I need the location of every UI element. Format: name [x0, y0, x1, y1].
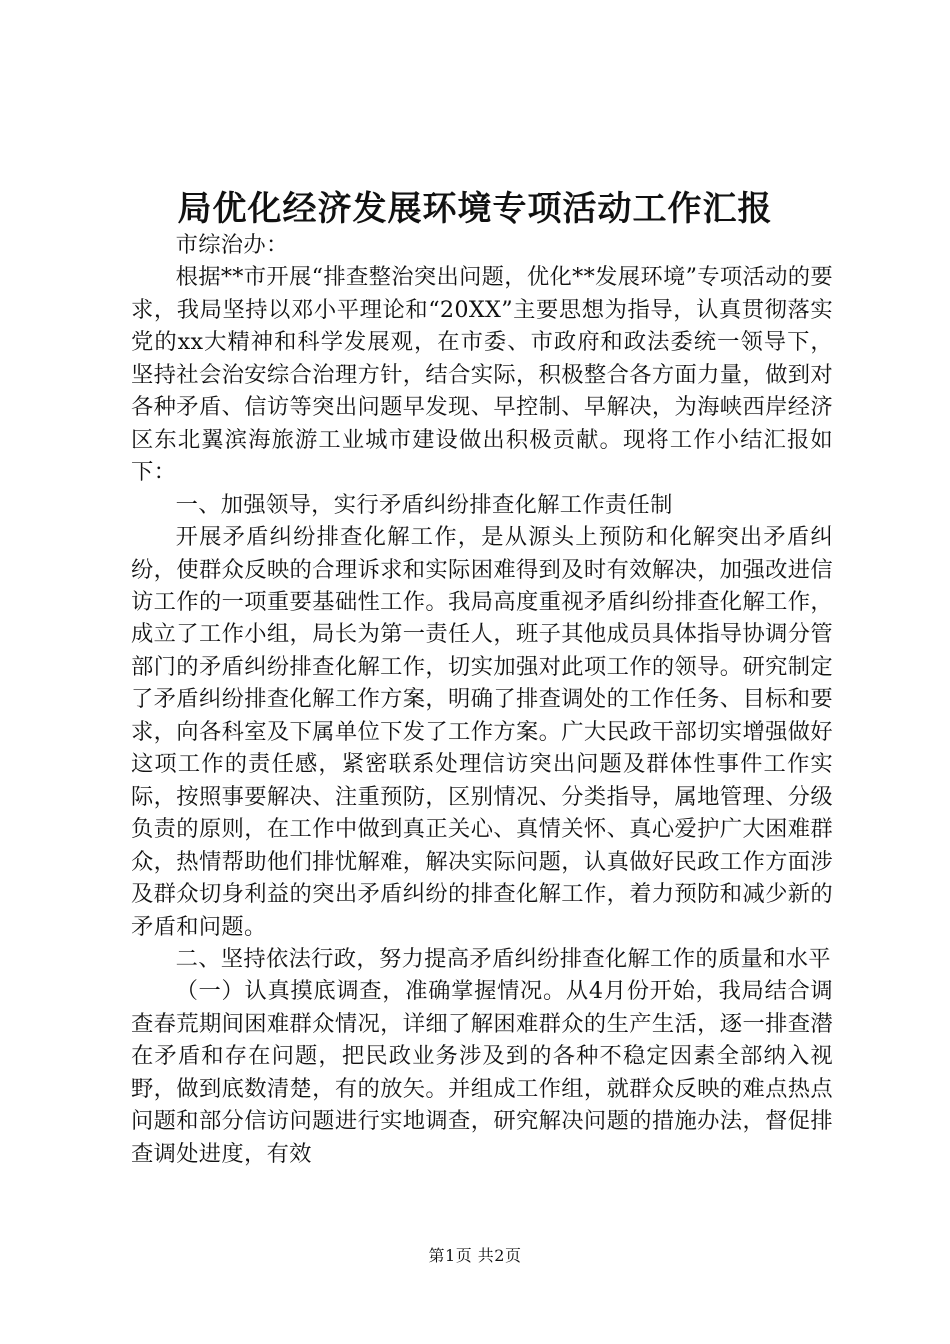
paragraph-intro: 根据**市开展“排查整治突出问题，优化**发展环境”专项活动的要求，我局坚持以邓小平理论和“20XX”主要思想为指导，认真贯彻落实党的xx大精神和科学发展观，在市委、市政府和政法委统一领导下，坚持社会治安综合治理方针，结合实际，积极整合各方面力量，做到对各种矛盾、信访等突出问题早发现、早控制、早解决，为海峡西岸经济区东北翼滨海旅游工业城市建设做出积极贡献。现将工作小结汇报如下： [131, 264, 833, 486]
paragraph-subsection-1: （一）认真摸底调查，准确掌握情况。从4月份开始，我局结合调查春荒期间困难群众情况，详细了解困难群众的生产生活，逐一排查潜在矛盾和存在问题，把民政业务涉及到的各种不稳定因素全部纳入视野，做到底数清楚，有的放矢。并组成工作组，就群众反映的难点热点问题和部分信访问题进行实地调查，研究解决问题的措施办法，督促排查调处进度，有效 [131, 978, 833, 1167]
page-number-footer: 第1页 共2页 [428, 1246, 522, 1265]
salutation: 市综治办： [175, 232, 289, 258]
paragraph-section-1: 开展矛盾纠纷排查化解工作，是从源头上预防和化解突出矛盾纠纷，使群众反映的合理诉求和实际困难得到及时有效解决，加强改进信访工作的一项重要基础性工作。我局高度重视矛盾纠纷排查化解工作，成立了工作小组，局长为第一责任人，班子其他成员具体指导协调分管部门的矛盾纠纷排查化解工作，切实加强对此项工作的领导。研究制定了矛盾纠纷排查化解工作方案，明确了排查调处的工作任务、目标和要求，向各科室及下属单位下发了工作方案。广大民政干部切实增强做好这项工作的责任感，紧密联系处理信访突出问题及群体性事件工作实际，按照事要解决、注重预防，区别情况、分类指导，属地管理、分级负责的原则，在工作中做到真正关心、真情关怀、真心爱护广大困难群众，热情帮助他们排忧解难，解决实际问题，认真做好民政工作方面涉及群众切身利益的突出矛盾纠纷的排查化解工作，着力预防和减少新的矛盾和问题。 [131, 524, 833, 940]
section-heading-1: 一、加强领导，实行矛盾纠纷排查化解工作责任制 [175, 491, 673, 518]
document-body [131, 229, 833, 1170]
section-heading-2: 二、坚持依法行政，努力提高矛盾纠纷排查化解工作的质量和水平 [175, 945, 831, 972]
document-title: 局优化经济发展环境专项活动工作汇报 [177, 189, 773, 229]
